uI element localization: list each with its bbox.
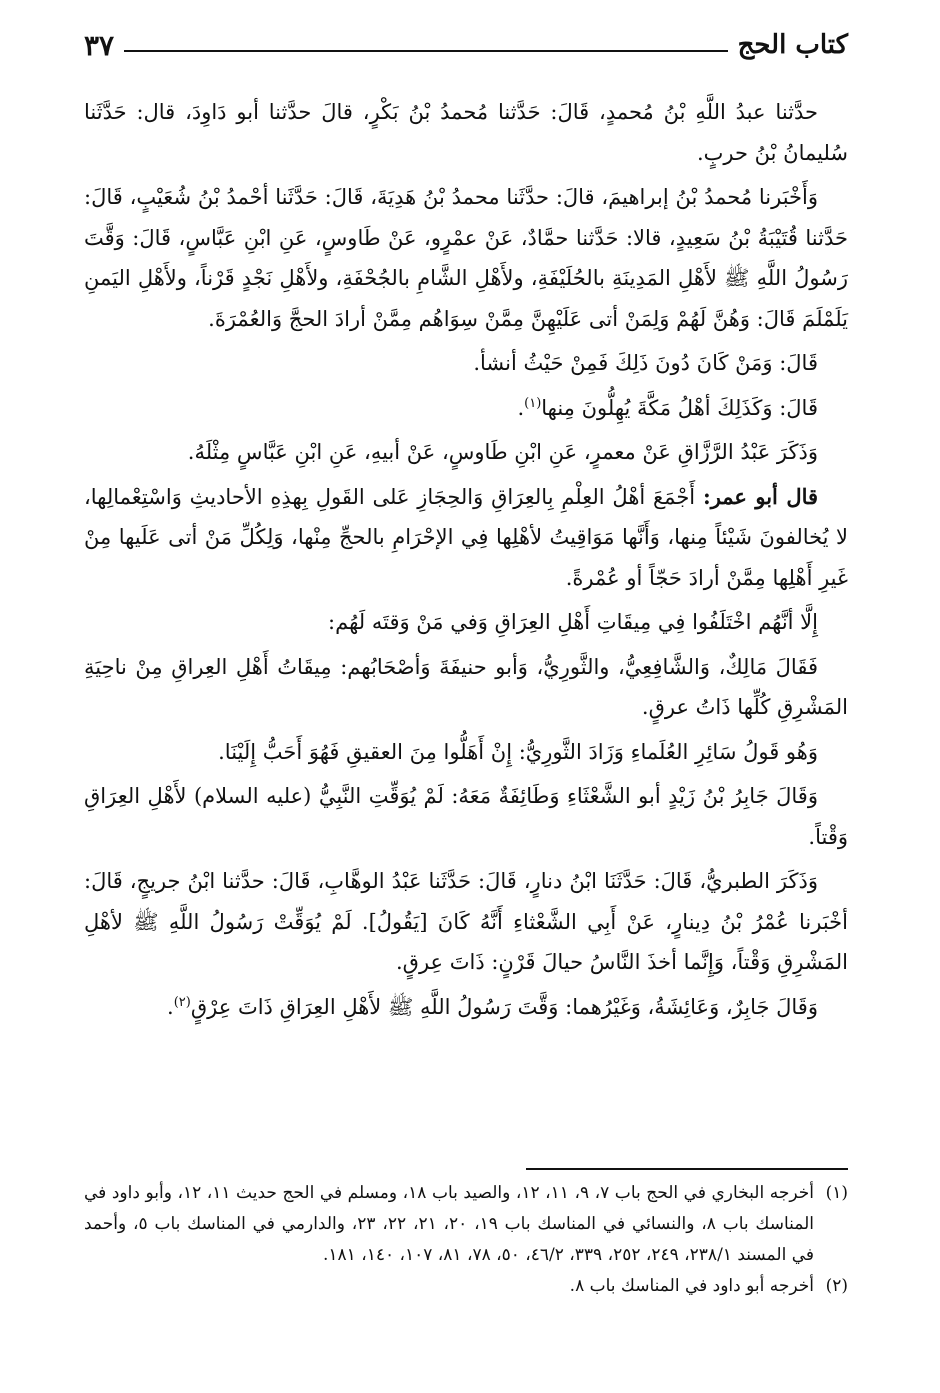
footnote	[84, 1271, 848, 1302]
footnote-ref[interactable]: (٢)	[173, 994, 191, 1010]
paragraph: حدَّثنا عبدُ اللَّهِ بْنُ مُحمدٍ، قَالَ: حَدَّثنا مُحمدُ بْنُ بَكْرٍ، قالَ حدَّثنا أبو دَاوِدَ، قال: حَدَّثَنا سُليمانُ بْنُ حربٍ.	[84, 100, 848, 165]
paragraph: إِلَّا أنَّهُم اخْتَلَفُوا فِي مِيقَاتِ أَهْلِ العِرَاقِ وَفي مَنْ وَقتَه لَهُم:	[328, 610, 818, 634]
paragraph: وَذَكَرَ الطبريُّ، قَالَ: حَدَّثَنَا ابْنُ دنارٍ، قَالَ: حَدَّثَنا عَبْدُ الوهَّابِ، قَالَ: حدَّثنا ابْنُ جريجٍ، قَالَ: أخْبَرنا عُمْرُ بْنُ دِينارٍ، عَنْ أَبِي الشَّعْثاءِ أَنَّهُ كَانَ [يَقُولُ]. لَمْ يُوَقِّتْ رَسُولُ اللَّهِ ﷺ لأهْلِ المَشْرِقِ وَقْتاً، وَإِنَّما أخذَ النَّاسُ حيالَ قَرْنٍ: ذَاتَ عِرقٍ.	[84, 869, 848, 974]
paragraph: فَقَالَ مَالِكٌ، وَالشَّافِعِيُّ، والثَّورِيُّ، وَأبو حنيفَةَ وَأصْحَابُهم: مِيقَاتُ أَهْلِ العِراقِ مِنْ ناحِيَةِ المَشْرِقِ كُلِّها ذَاتُ عرقٍ.	[84, 654, 848, 719]
paragraph: قَالَ: وَكَذَلِكَ أهْلُ مَكَّةَ يُهِلُّونَ مِنها$^{(١)}$.	[517, 395, 818, 420]
main-text	[84, 92, 848, 1031]
footnote-mark: (٢)	[825, 1276, 848, 1296]
paragraph: قال أبو عمر: أَجْمَعَ أهْلُ العِلْمِ بِالعِرَاقِ وَالحِجَازِ عَلى القَولِ بِهذِهِ الأحاديثِ وَاسْتِعْمالِها، لا يُخالفونَ شَيْئاً مِنها، وَأَنَّها مَوَاقِيتُ لأهْلِها فِي الإحْرَامِ بالحجِّ مِنْها، وَلِكُلِّ مَنْ أتى عَلَيها مِنْ غَيرِ أَهْلِها مِمَّنْ أرادَ حَجّاً أو عُمْرةً.	[84, 483, 848, 590]
paragraph: وَذَكَرَ عَبْدُ الرَّزَّاقِ عَنْ معمرٍ، عَنِ ابْنِ طَاوسٍ، عَنْ أبيهِ، عَنِ ابْنِ عَبَّاسٍ مِثْلَهُ.	[187, 440, 818, 464]
footnote-separator	[526, 1168, 848, 1170]
footnote-mark: (١)	[825, 1183, 848, 1203]
paragraph: وَقَالَ جَابِرُ بْنُ زَيْدٍ أبو الشَّعْثَاءِ وَطَائِفَةٌ مَعَهُ: لَمْ يُوَقِّتِ النَّبِيُّ (عليه السلام) لأَهْلِ العِرَاقِ وَقْتاً.	[84, 784, 848, 849]
footnotes	[84, 1178, 848, 1302]
paragraph: قَالَ: وَمَنْ كَانَ دُونَ ذَلِكَ فَمِنْ حَيْثُ أنشأ.	[473, 351, 818, 375]
footnote	[84, 1178, 848, 1271]
paragraph: وَهُو قَولُ سَائِرِ العُلَماءِ وَزَادَ الثَّورِيُّ: إِنْ أَهَلُّوا مِنَ العقيقِ فَهُوَ أَحَبُّ إِلَيْنَا.	[218, 739, 818, 764]
footnote-ref[interactable]: (١)	[524, 395, 542, 411]
page-header	[84, 22, 848, 62]
footnote-text: أخرجه أبو داود في المناسك باب ٨.	[569, 1276, 814, 1296]
speaker-lead: قال أبو عمر:	[702, 483, 819, 509]
paragraph: وَقَالَ جَابِرٌ، وَعَائِشَةُ، وَغَيْرُهما: وَقَّتَ رَسُولُ اللَّهِ ﷺ لأَهْلِ العِرَاقِ ذَاتَ عِرْقٍ$^{(٢)}$.	[167, 994, 818, 1019]
page-number: ٣٧	[84, 29, 115, 62]
paragraph: وَأَخْبَرنا مُحمدُ بْنُ إبراهيمَ، قالَ: حدَّثَنا محمدُ بْنُ هَدِيَةَ، قَالَ: حَدَّثَنا أحْمدُ بْنُ شُعَيْبٍ، قَالَ: حَدَّثنا قُتَيْبَةُ بْنُ سَعِيدٍ، قالا: حَدَّثنا حمَّادٌ، عَنْ عمْرٍو، عَنْ طَاوسٍ، عَنِ ابْنِ عَبَّاسٍ، قَالَ: وَقَّتَ رَسُولُ اللَّهِ ﷺ لأَهْلِ المَدِينَةِ بالحُلَيْفَةِ، ولأَهْلِ الشَّامِ بالجُحْفَةِ، ولأَهْلِ نَجْدٍ قَرْناً، ولأَهْلِ اليَمنِ يَلَمْلَمَ قَالَ: وَهُنَّ لَهُمْ وَلِمَنْ أتى عَلَيْهِنَّ مِمَّنْ سِوَاهُم مِمَّنْ أرادَ الحجَّ وَالعُمْرَةَ.	[84, 185, 848, 331]
footnote-text: أخرجه البخاري في الحج باب ٧، ٩، ١١، ١٢، والصيد باب ١٨، ومسلم في الحج حديث ١١، ١٢، وأبو داود في المناسك باب ٨، والنسائي في المناسك باب ١٩، ٢٠، ٢١، ٢٢، ٢٣، والدارمي في المناسك باب ٥، وأحمد في المسند ٢٣٨/١، ٢٤٩، ٢٥٢، ٣٣٩، ٤٦/٢، ٥٠، ٧٨، ٨١، ١٠٧، ١٤٠، ١٨١.	[84, 1183, 815, 1265]
header-rule	[124, 50, 728, 52]
running-title: كتاب الحج	[737, 30, 848, 60]
